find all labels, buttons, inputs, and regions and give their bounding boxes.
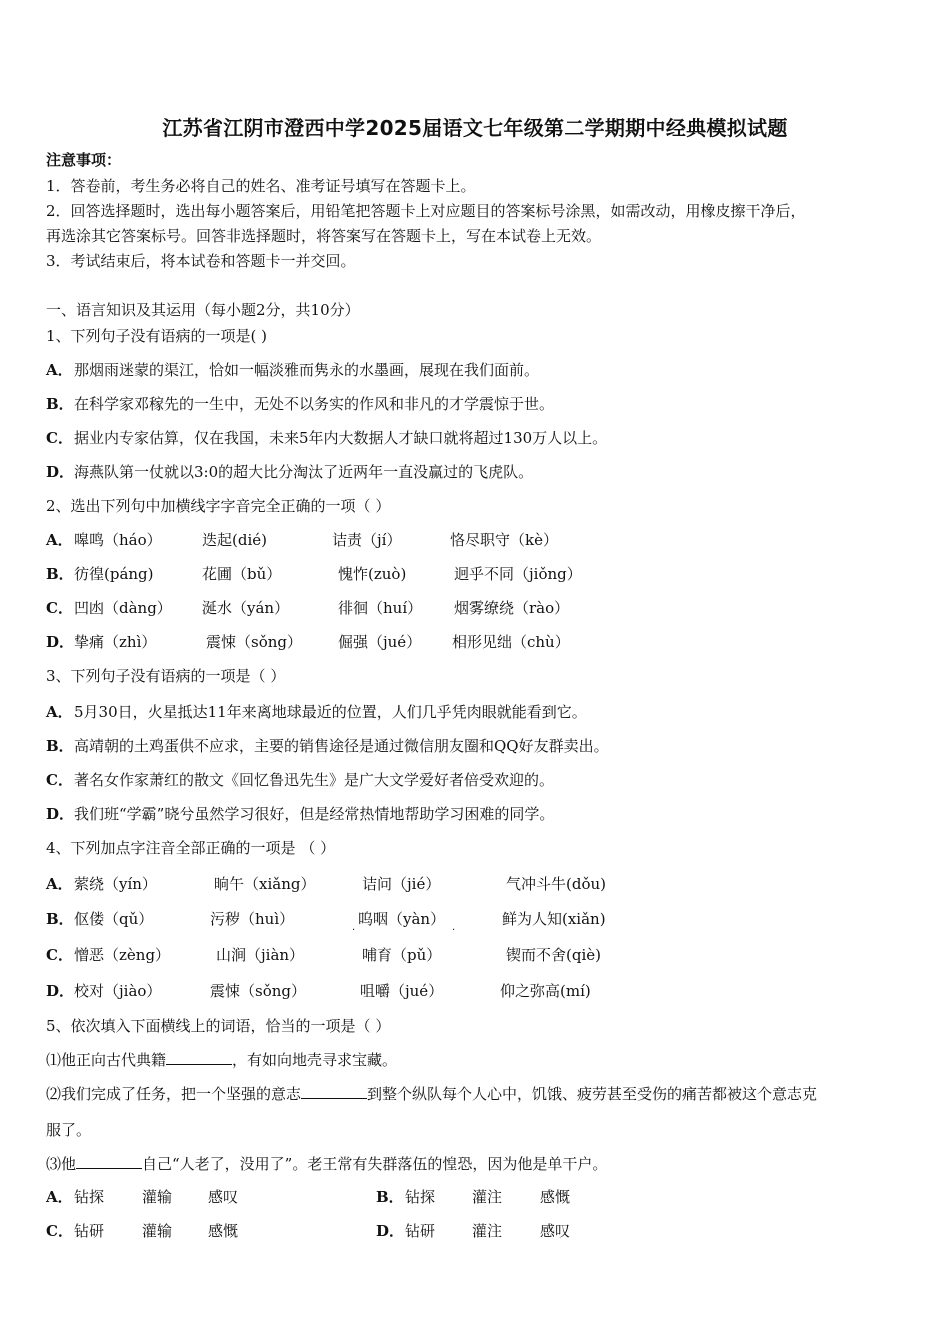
pinyin-item: 花圃（bǔ） — [202, 565, 282, 583]
pinyin-item: 咀嚼（jué） — [360, 982, 444, 1000]
option-text: 5月30日，火星抵达11年来离地球最近的位置，人们几乎凭肉眼就能看到它。 — [74, 703, 587, 721]
sentence-text: 自己“人老了，没用了”。老王常有失群落伍的惶恐，因为他是单干户。 — [142, 1155, 608, 1173]
pinyin-item: 倔强（jué） — [338, 633, 422, 651]
page-title: 江苏省江阴市澄西中学2025届语文七年级第二学期期中经典模拟试题 — [162, 116, 788, 140]
pinyin-item: 哺育（pǔ） — [362, 946, 442, 964]
pinyin-item: 徘徊（huí） — [338, 599, 423, 617]
pinyin-item: 相形见绌（chù） — [452, 633, 570, 651]
pinyin-item: 震悚（sǒng） — [206, 633, 302, 651]
pinyin-item: 伛偻（qǔ） — [74, 910, 154, 928]
option-label: D． — [46, 463, 75, 481]
fill-blank — [301, 1084, 367, 1099]
notice-item: 再选涂其它答案标号。回答非选择题时，将答案写在答题卡上，写在本试卷上无效。 — [46, 227, 602, 245]
question-1-option-a — [46, 360, 539, 380]
pinyin-item: 愧怍(zuò) — [338, 565, 407, 583]
question-1-option-d — [46, 462, 533, 482]
sentence-2-continued: 服了。 — [46, 1121, 92, 1139]
notice-item: 2．回答选择题时，选出每小题答案后，用铅笔把答题卡上对应题目的答案标号涂黑，如需改动，用橡皮擦干净后， — [46, 202, 806, 220]
question-3-stem: 3、下列句子没有语病的一项是（ ） — [46, 667, 286, 685]
option-label: B． — [376, 1188, 404, 1206]
question-3-option-b — [46, 736, 609, 756]
question-4-stem: 4、下列加点字注音全部正确的一项是 （ ） — [46, 839, 336, 857]
option-word: 灌注 — [472, 1188, 503, 1206]
option-label: B． — [46, 565, 74, 583]
option-word: 钻探 — [74, 1188, 105, 1206]
option-word: 钻探 — [405, 1188, 436, 1206]
sentence-text: ，有如向地壳寻求宝藏。 — [232, 1051, 398, 1069]
question-5-stem: 5、依次填入下面横线上的词语，恰当的一项是（ ） — [46, 1017, 391, 1035]
option-label: D． — [46, 633, 75, 651]
option-word: 钻研 — [74, 1222, 105, 1240]
pinyin-item: 萦绕（yín） — [74, 875, 157, 893]
option-word: 灌输 — [142, 1222, 173, 1240]
pinyin-item: 凹凼（dàng） — [74, 599, 172, 617]
option-word: 灌输 — [142, 1188, 173, 1206]
option-label: B． — [46, 910, 74, 928]
pinyin-item: 鲜为人知(xiǎn) — [502, 910, 606, 928]
option-text: 那烟雨迷蒙的渠江，恰如一幅淡雅而隽永的水墨画，展现在我们面前。 — [74, 361, 540, 379]
sentence-text: ⑶他 — [46, 1155, 77, 1173]
pinyin-item: 彷徨(páng) — [74, 565, 154, 583]
option-label: A． — [46, 361, 73, 379]
emphasis-dot-icon: · — [452, 925, 456, 936]
pinyin-item: 校对（jiào） — [74, 982, 162, 1000]
pinyin-item: 震悚（sǒng） — [210, 982, 306, 1000]
pinyin-item: 恪尽职守（kè） — [450, 531, 558, 549]
question-3-option-c — [46, 770, 554, 790]
pinyin-item: 污秽（huì） — [210, 910, 295, 928]
option-label: A． — [46, 875, 73, 893]
pinyin-item: 晌午（xiǎng） — [214, 875, 316, 893]
option-label: C． — [46, 599, 73, 617]
option-word: 感叹 — [540, 1222, 571, 1240]
notice-item: 3．考试结束后，将本试卷和答题卡一并交回。 — [46, 252, 356, 270]
question-2-stem: 2、选出下列句中加横线字字音完全正确的一项（ ） — [46, 497, 391, 515]
pinyin-item: 仰之弥高(mí) — [500, 982, 591, 1000]
option-text: 据业内专家估算，仅在我国，未来5年内大数据人才缺口就将超过130万人以上。 — [74, 429, 608, 447]
pinyin-item: 呜咽（yàn） — [358, 910, 446, 928]
pinyin-item: 涎水（yán） — [202, 599, 290, 617]
fill-blank — [166, 1050, 232, 1065]
question-3-option-d — [46, 804, 554, 824]
option-word: 感慨 — [208, 1222, 239, 1240]
question-3-option-a — [46, 702, 587, 722]
sentence-1 — [46, 1050, 397, 1070]
option-text: 在科学家邓稼先的一生中，无处不以务实的作风和非凡的才学震惊于世。 — [74, 395, 555, 413]
option-label: D． — [376, 1222, 405, 1240]
option-text: 我们班“学霸”晓兮虽然学习很好，但是经常热情地帮助学习困难的同学。 — [74, 805, 555, 823]
question-1-stem: 1、下列句子没有语病的一项是( ) — [46, 327, 268, 345]
option-label: C． — [46, 946, 73, 964]
notice-heading: 注意事项： — [46, 151, 122, 169]
notice-item: 1．答卷前，考生务必将自己的姓名、准考证号填写在答题卡上。 — [46, 177, 476, 195]
option-label: C． — [46, 429, 73, 447]
sentence-text: ⑵我们完成了任务，把一个坚强的意志 — [46, 1085, 302, 1103]
option-label: B． — [46, 737, 74, 755]
option-label: A． — [46, 1188, 73, 1206]
pinyin-item: 嗥鸣（háo） — [74, 531, 162, 549]
section-heading: 一、语言知识及其运用（每小题2分，共10分） — [46, 301, 360, 319]
sentence-2 — [46, 1084, 817, 1104]
option-text: 著名女作家萧红的散文《回忆鲁迅先生》是广大文学爱好者倍受欢迎的。 — [74, 771, 555, 789]
option-word: 灌注 — [472, 1222, 503, 1240]
pinyin-item: 烟雾缭绕（rào） — [454, 599, 570, 617]
pinyin-item: 挚痛（zhì） — [74, 633, 157, 651]
option-label: C． — [46, 1222, 73, 1240]
pinyin-item: 憎恶（zèng） — [74, 946, 171, 964]
sentence-text: ⑴他正向古代典籍 — [46, 1051, 167, 1069]
pinyin-item: 气冲斗牛(dǒu) — [506, 875, 606, 893]
question-1-option-c — [46, 428, 607, 448]
option-label: B． — [46, 395, 74, 413]
option-text: 高靖朝的土鸡蛋供不应求，主要的销售途径是通过微信朋友圈和QQ好友群卖出。 — [74, 737, 609, 755]
sentence-3 — [46, 1154, 607, 1174]
option-label: C． — [46, 771, 73, 789]
pinyin-item: 锲而不舍(qiè) — [506, 946, 601, 964]
sentence-text: 到整个纵队每个人心中，饥饿、疲劳甚至受伤的痛苦都被这个意志克 — [367, 1085, 818, 1103]
pinyin-item: 迭起(dié) — [202, 531, 267, 549]
question-1-option-b — [46, 394, 554, 414]
pinyin-item: 迥乎不同（jiǒng） — [454, 565, 582, 583]
pinyin-item: 山涧（jiàn） — [216, 946, 305, 964]
option-label: D． — [46, 982, 75, 1000]
option-label: D． — [46, 805, 75, 823]
fill-blank — [76, 1154, 142, 1169]
option-label: A． — [46, 531, 73, 549]
option-word: 感慨 — [540, 1188, 571, 1206]
option-word: 感叹 — [208, 1188, 239, 1206]
emphasis-dot-icon: · — [352, 925, 356, 936]
option-text: 海燕队第一仗就以3:0的超大比分淘汰了近两年一直没赢过的飞虎队。 — [74, 463, 534, 481]
option-label: A． — [46, 703, 73, 721]
pinyin-item: 诘责（jí） — [332, 531, 402, 549]
option-word: 钻研 — [405, 1222, 436, 1240]
pinyin-item: 诘问（jié） — [362, 875, 441, 893]
